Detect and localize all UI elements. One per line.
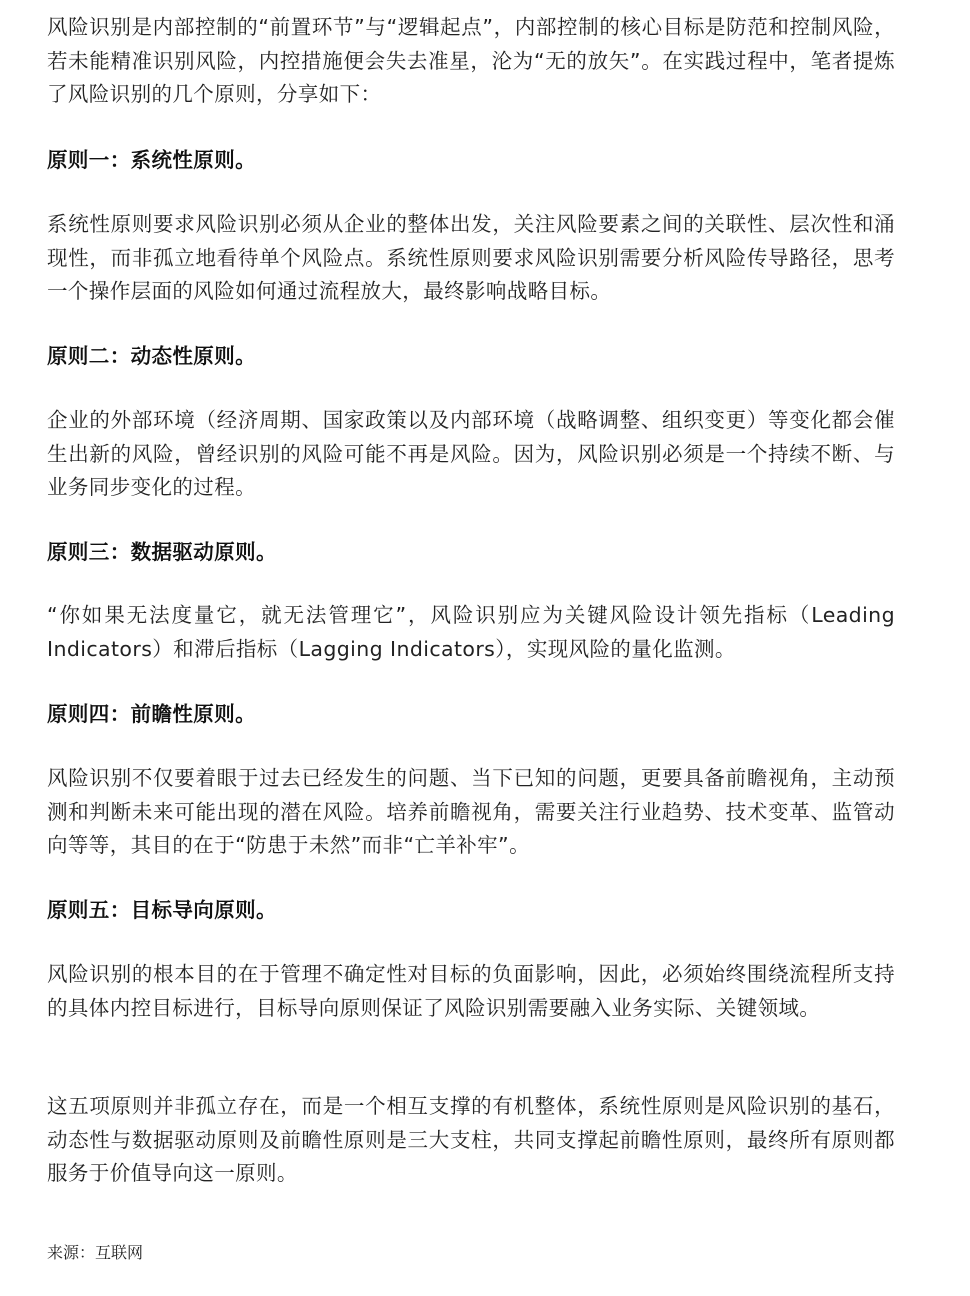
section-body-3: “你如果无法度量它，就无法管理它”，风险识别应为关键风险设计领先指标（Leading Indicators）和滞后指标（Lagging Indicators），实现风险的量化监测。 — [47, 603, 895, 661]
section-body-2: 企业的外部环境（经济周期、国家政策以及内部环境（战略调整、组织变更）等变化都会催生出新的风险，曾经识别的风险可能不再是风险。因为，风险识别必须是一个持续不断、与业务同步变化的过程。 — [47, 408, 895, 499]
section-heading-3: 原则三：数据驱动原则。 — [47, 540, 277, 564]
section-heading-1: 原则一：系统性原则。 — [47, 148, 256, 172]
section-heading-2: 原则二：动态性原则。 — [47, 344, 256, 368]
section-body-4: 风险识别不仅要着眼于过去已经发生的问题、当下已知的问题，更要具备前瞻视角，主动预测和判断未来可能出现的潜在风险。培养前瞻视角，需要关注行业趋势、技术变革、监管动向等等，其目的在于“防患于未然”而非“亡羊补牢”。 — [47, 766, 895, 857]
section-body-5: 风险识别的根本目的在于管理不确定性对目标的负面影响，因此，必须始终围绕流程所支持的具体内控目标进行，目标导向原则保证了风险识别需要融入业务实际、关键领域。 — [47, 962, 895, 1020]
source-note: 来源：互联网 — [47, 1243, 144, 1262]
conclusion-paragraph: 这五项原则并非孤立存在，而是一个相互支撑的有机整体，系统性原则是风险识别的基石，动态性与数据驱动原则及前瞻性原则是三大支柱，共同支撑起前瞻性原则，最终所有原则都服务于价值导向这一原则。 — [47, 1094, 895, 1185]
section-heading-5: 原则五：目标导向原则。 — [47, 898, 277, 922]
section-heading-4: 原则四：前瞻性原则。 — [47, 702, 256, 726]
intro-paragraph: 风险识别是内部控制的“前置环节”与“逻辑起点”，内部控制的核心目标是防范和控制风险，若未能精准识别风险，内控措施便会失去准星，沦为“无的放矢”。在实践过程中，笔者提炼了风险识别的几个原则，分享如下： — [47, 15, 895, 106]
section-body-1: 系统性原则要求风险识别必须从企业的整体出发，关注风险要素之间的关联性、层次性和涌现性，而非孤立地看待单个风险点。系统性原则要求风险识别需要分析风险传导路径，思考一个操作层面的风险如何通过流程放大，最终影响战略目标。 — [47, 212, 895, 303]
